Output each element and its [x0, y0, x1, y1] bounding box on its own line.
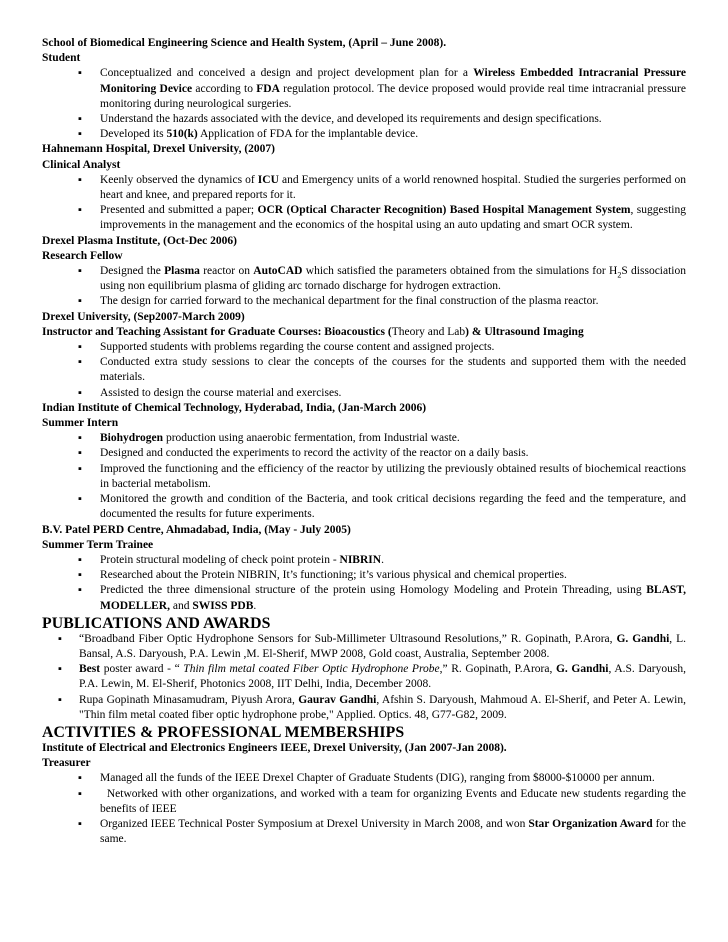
bold-text: BLAST, MODELLER, [100, 584, 686, 612]
role-line [42, 158, 686, 173]
bullet-list [42, 66, 686, 142]
bullet-item [42, 787, 689, 817]
role-line [42, 51, 686, 66]
text-run: regulation protocol. The device proposed would provide real time intracranial pressure monitoring during neurological surgeries. [100, 82, 686, 110]
role-line [42, 325, 686, 340]
bullet-item [42, 446, 686, 461]
text-run: Researched about the Protein NIBRIN, It’s functioning; it’s various physical and chemical properties. [100, 569, 567, 582]
bullet-list [42, 553, 686, 614]
bold-text: Hahnemann Hospital, Drexel University, (2007) [42, 143, 275, 156]
experience-entry [42, 310, 686, 401]
bold-text: G. Gandhi [555, 663, 609, 676]
bold-text: AutoCAD [253, 265, 303, 278]
bullet-item [42, 771, 686, 786]
text-run: Conceptualized and conceived a design and project development plan for a [100, 67, 474, 80]
text-run: Protein structural modeling of check point protein - [100, 553, 340, 566]
bullet-item [42, 492, 686, 522]
text-run: , suggesting improvements in the management and the economics of the hospital using an auto updating and smart OCR system. [100, 204, 686, 232]
text-run: Designed the [100, 265, 165, 278]
publication-item [42, 632, 686, 662]
text-run: Supported students with problems regarding the course content and assigned projects. [100, 341, 495, 354]
organization-line [42, 36, 686, 51]
organization-line [42, 234, 686, 249]
bullet-list [42, 340, 686, 401]
organization-line [42, 523, 686, 538]
experience-entry [42, 142, 686, 233]
bullet-item [42, 340, 686, 355]
bold-text: Research Fellow [42, 249, 123, 262]
bold-text: Drexel Plasma Institute, (Oct-Dec 2006) [42, 234, 237, 247]
text-run: Networked with other organizations, and worked with a team for organizing Events and Educate new students regarding the benefits of IEEE [100, 787, 689, 815]
bold-text: FDA [256, 82, 280, 95]
bullet-item [42, 355, 686, 385]
text-run: Predicted the three dimensional structure of the protein using Homology Modeling and Protein Threading, using [100, 584, 647, 597]
bullet-list [42, 264, 686, 310]
text-run: “Broadband Fiber Optic Hydrophone Sensors for Sub-Millimeter Ultrasound Resolutions,” R. Gopinath, P.Arora, [79, 632, 617, 645]
role-line [42, 538, 686, 553]
text-run: poster award - “ [100, 663, 184, 676]
bold-text: Summer Term Trainee [42, 538, 154, 551]
bold-text: Drexel University, (Sep2007-March 2009) [42, 310, 245, 323]
bold-text: B.V. Patel PERD Centre, Ahmadabad, India, (May - July 2005) [42, 523, 351, 536]
italic-text: Thin film metal coated Fiber Optic Hydrophone Probe [183, 663, 440, 676]
bold-text: Student [42, 52, 81, 65]
text-run: Keenly observed the dynamics of [100, 173, 258, 186]
activity-role: Treasurer [42, 757, 91, 770]
text-run: , A.S. Daryoush, P.A. Lewin, M. El-Sherif, Photonics 2008, IIT Delhi, India, December 2008. [79, 663, 686, 691]
bullet-item [42, 817, 686, 847]
text-run: production using anaerobic fermentation, from Industrial waste. [163, 432, 460, 445]
experience-entry [42, 401, 686, 523]
text-run: . [253, 599, 257, 612]
bullet-item [42, 112, 686, 127]
bullet-item [42, 173, 686, 203]
resume-page [42, 36, 689, 847]
bold-text: Wireless Embedded Intracranial Pressure Monitoring Device [100, 67, 686, 95]
subscript-text: 2 [617, 270, 622, 280]
bold-text: Plasma [164, 265, 200, 278]
bold-text: ) & Ultrasound Imaging [465, 325, 584, 338]
activity-organization: Institute of Electrical and Electronics Engineers IEEE, Drexel University, (Jan 2007-Jan 2008). [42, 741, 507, 754]
text-run: Developed its [100, 128, 167, 141]
publication-item [42, 693, 686, 723]
bold-text: SWISS PDB [192, 599, 254, 612]
text-run: , L. Bansal, A.S. Daryoush, P.A. Lewin ,M. El-Sherif, MWP 2008, Gold coast, Australia, September 2008. [79, 632, 687, 660]
text-run: Managed all the funds of the IEEE Drexel Chapter of Graduate Students (DIG), ranging from $8000-$10000 per annum. [100, 772, 655, 785]
bullet-item [42, 568, 686, 583]
bullet-item [42, 583, 686, 613]
organization-line [42, 401, 686, 416]
text-run: S dissociation using non equilibrium plasma of gliding arc tornado discharge for hydrogen extraction. [100, 265, 686, 293]
bold-text: Gaurav Gandhi [298, 693, 377, 706]
experience-entry [42, 523, 686, 614]
bullet-item [42, 294, 686, 309]
bullet-item [42, 462, 686, 492]
text-run: ,” R. Gopinath, P.Arora, [439, 663, 556, 676]
text-run: Application of FDA for the implantable device. [197, 128, 419, 141]
bullet-list [42, 431, 686, 522]
bullet-item [42, 264, 686, 294]
experience-entry [42, 36, 686, 142]
organization-line [42, 142, 686, 157]
text-run: for the same. [100, 817, 686, 846]
publications-heading: PUBLICATIONS AND AWARDS [42, 614, 271, 632]
bold-text: Clinical Analyst [42, 158, 121, 171]
bold-text: Star Organization Award [528, 817, 653, 830]
bold-text: Instructor and Teaching Assistant for Graduate Courses: Bioacoustics ( [42, 325, 392, 338]
experience-section [42, 36, 686, 614]
text-run: Designed and conducted the experiments to record the activity of the reactor on a daily basis. [100, 447, 529, 460]
activity-bullets [42, 771, 689, 847]
text-run: and [169, 599, 193, 612]
bold-text: Best [79, 663, 101, 676]
publications-list [42, 632, 686, 723]
text-run: . [381, 553, 384, 566]
text-run: Monitored the growth and condition of the Bacteria, and took critical decisions regarding the feed and the temperature, and documented the results for future experiments. [100, 493, 686, 521]
bold-text: Summer Intern [42, 417, 119, 430]
text-run: Conducted extra study sessions to clear the concepts of the courses for the students and supported them with the needed materials. [100, 356, 686, 384]
role-line [42, 416, 686, 431]
organization-line [42, 310, 686, 325]
role-line [42, 249, 686, 264]
bold-text: Biohydrogen [100, 432, 164, 445]
text-run: Theory and Lab [391, 325, 466, 338]
text-run: according to [192, 82, 257, 95]
text-run: The design for carried forward to the mechanical department for the final construction of the plasma reactor. [100, 295, 599, 308]
bullet-item [42, 203, 686, 233]
bold-text: NIBRIN [339, 553, 382, 566]
bullet-list [42, 173, 686, 234]
text-run: and Emergency units of a world renowned hospital. Studied the surgeries performed on heart and knee, and prepared reports for it. [100, 173, 686, 202]
bullet-item [42, 431, 686, 446]
bullet-item [42, 386, 686, 401]
publication-item [42, 662, 686, 692]
bold-text: Indian Institute of Chemical Technology, Hyderabad, India, (Jan-March 2006) [42, 401, 427, 414]
bold-text: G. Gandhi [616, 632, 670, 645]
text-run: , Afshin S. Daryoush, Mahmoud A. El-Sherif, and Peter A. Lewin, "Thin film metal coated fiber optic hydrophone probe," Applied. Optics. 48, G77-G82, 2009. [79, 693, 686, 721]
text-run: Organized IEEE Technical Poster Symposium at Drexel University in March 2008, and won [100, 817, 529, 830]
bold-text: ICU [257, 173, 279, 186]
bullet-item [42, 553, 686, 568]
text-run: Understand the hazards associated with the device, and developed its requirements and design specifications. [100, 113, 602, 126]
text-run: Improved the functioning and the efficiency of the reactor by utilizing the previously obtained results of biochemical reactions in bacterial metabolism. [100, 462, 686, 490]
bold-text: School of Biomedical Engineering Science and Health System, (April – June 2008). [42, 37, 447, 49]
text-run: Assisted to design the course material and exercises. [100, 386, 342, 399]
bullet-item [42, 66, 686, 112]
experience-entry [42, 234, 686, 310]
activities-heading: ACTIVITIES & PROFESSIONAL MEMBERSHIPS [42, 723, 405, 741]
bold-text: OCR (Optical Character Recognition) Based Hospital Management System [257, 204, 631, 217]
text-run: which satisfied the parameters obtained from the simulations for H [302, 265, 618, 278]
bold-text: 510(k) [166, 128, 198, 141]
text-run: Presented and submitted a paper; [100, 204, 258, 217]
text-run: reactor on [199, 265, 254, 278]
bullet-item [42, 127, 686, 142]
text-run: Rupa Gopinath Minasamudram, Piyush Arora, [79, 693, 299, 706]
